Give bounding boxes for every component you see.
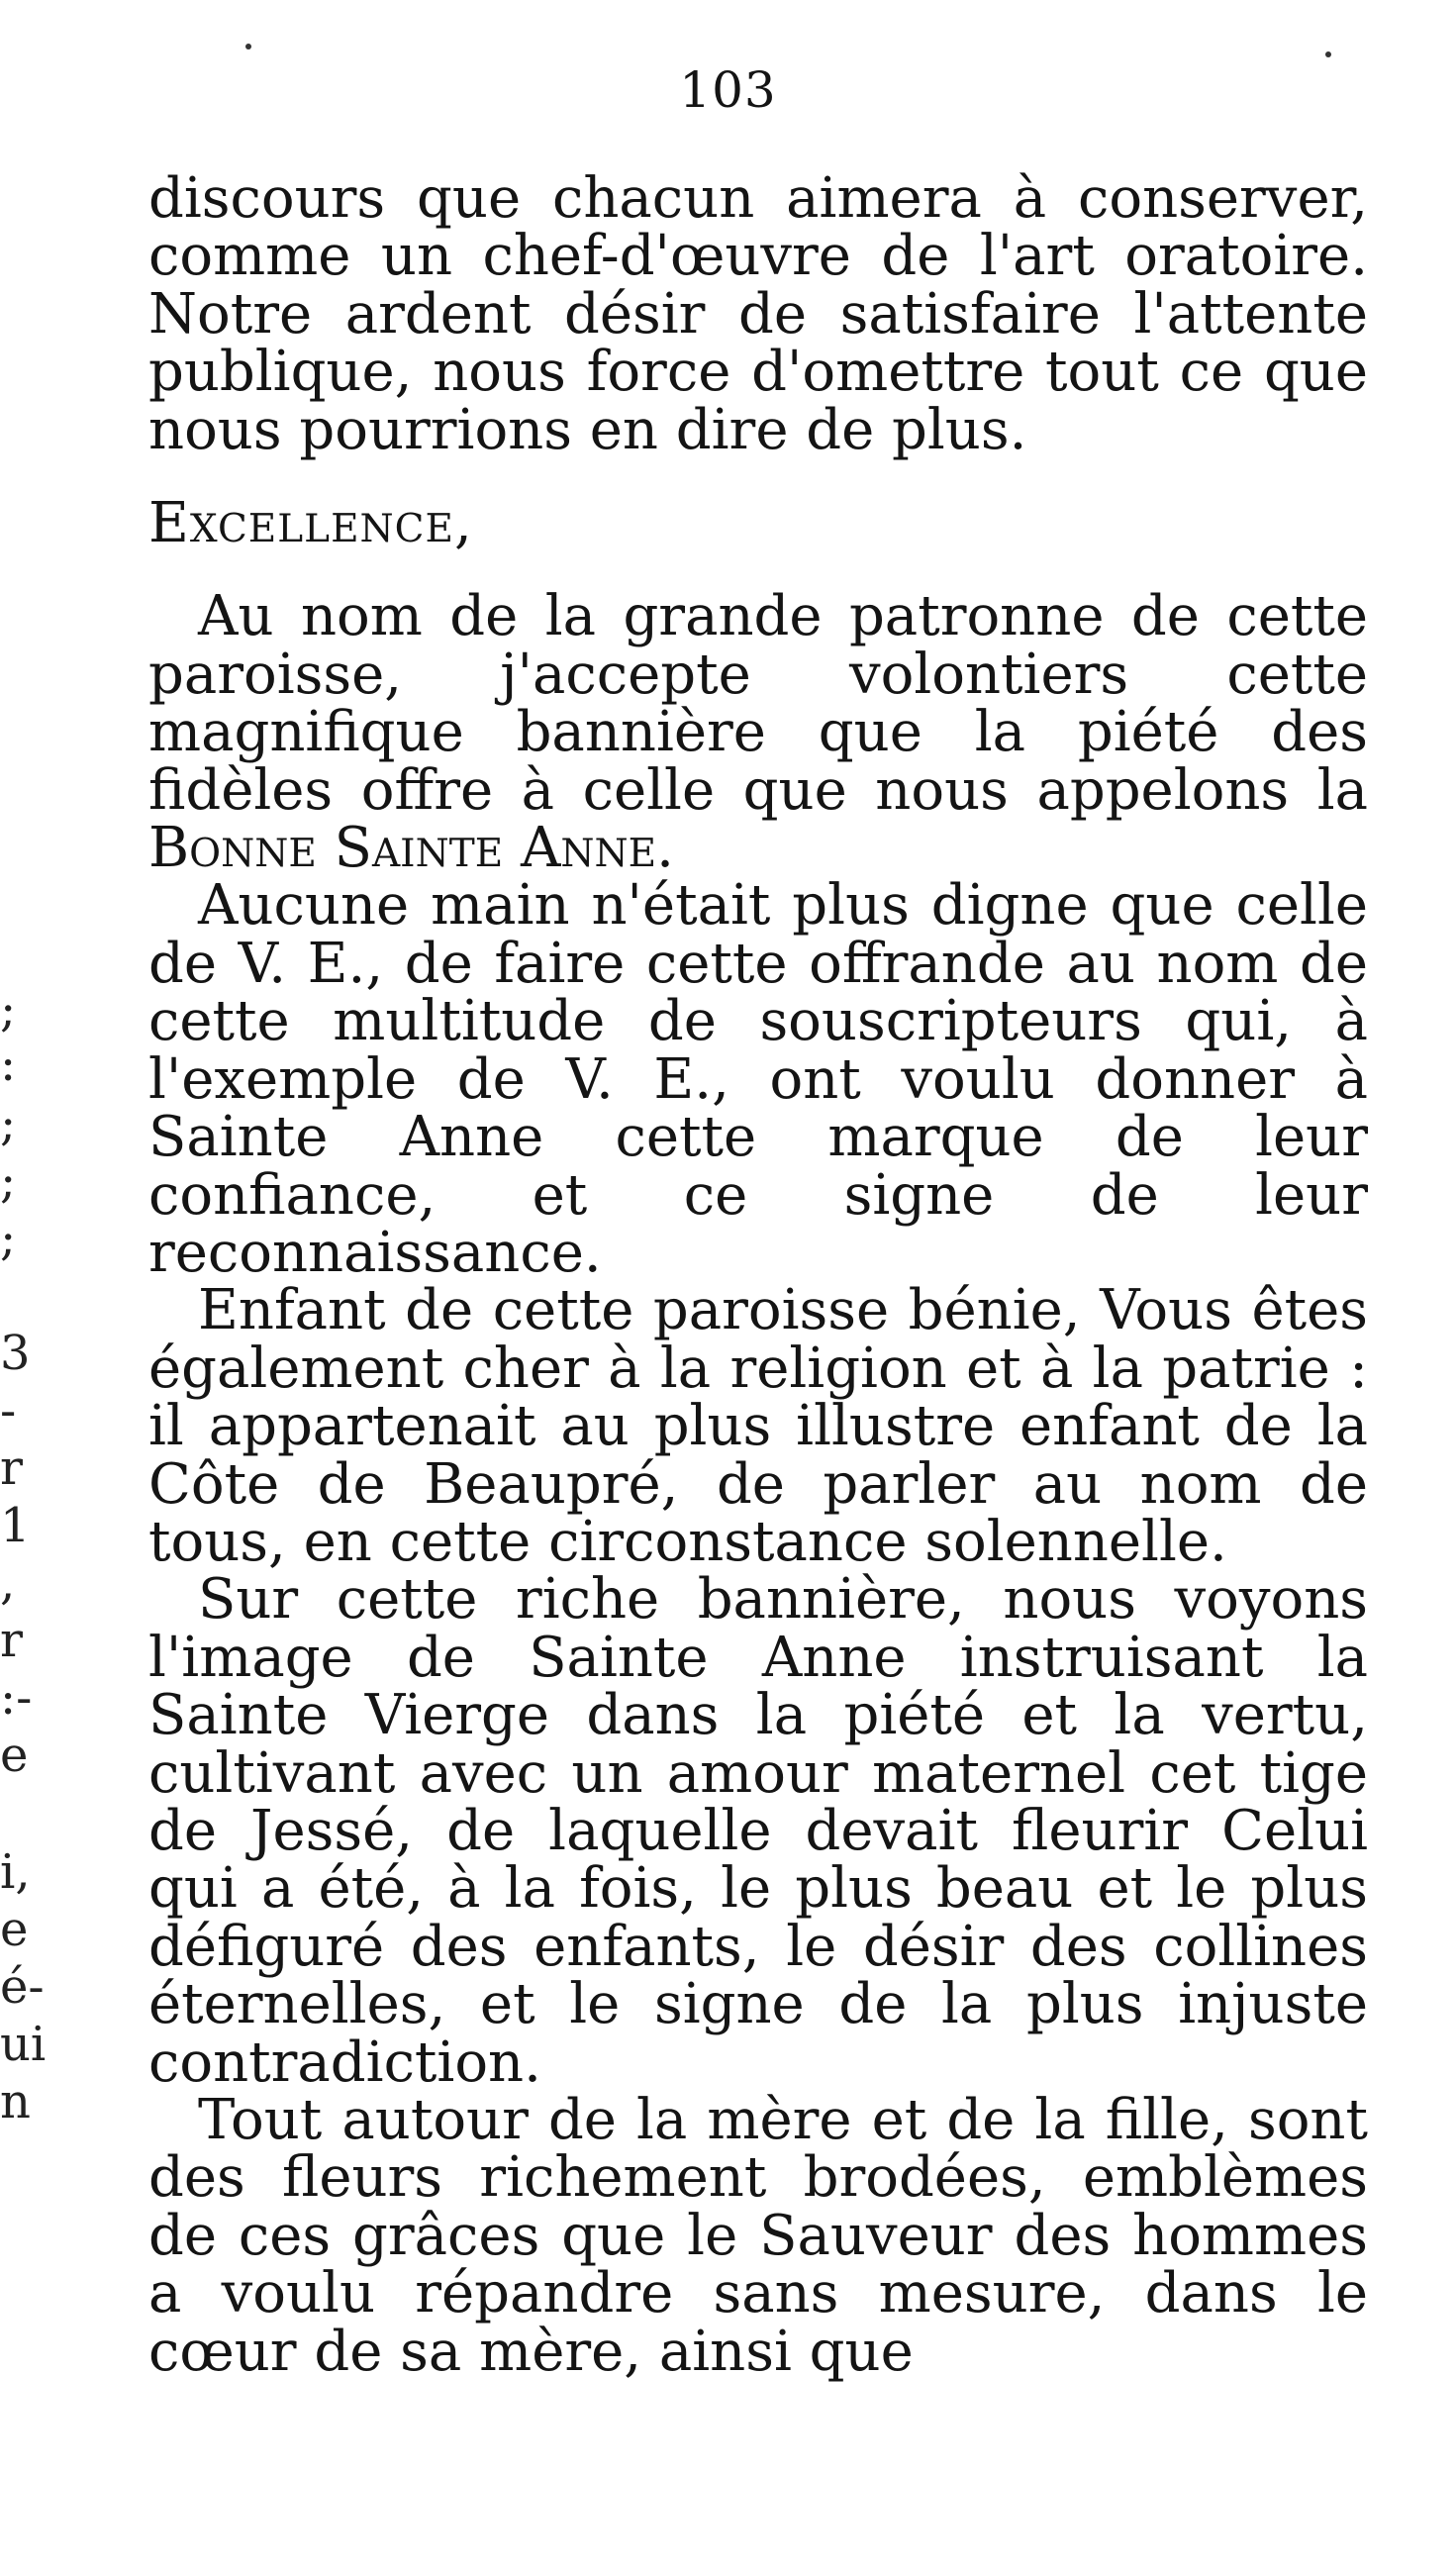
paragraph-text: Au nom de la grande patronne de cette paroisse, j'accepte volontiers cette magnifique bannière que la piété des fidèles offre à celle que nous appelons la	[148, 584, 1368, 823]
salutation: Excellence,	[148, 491, 473, 556]
margin-mark: i,	[0, 1844, 31, 1900]
margin-mark: r	[0, 1440, 23, 1496]
paragraph-parish-child: Enfant de cette paroisse bénie, Vous êtes également cher à la religion et à la patrie : il appartenait au plus illustre enfant de la Côte de Beaupré, de parler au nom de tous, en cette circonstance solennelle.	[148, 1278, 1368, 1574]
margin-mark: ;	[0, 1211, 17, 1266]
margin-mark: :-	[0, 1670, 33, 1726]
margin-mark: 1	[0, 1498, 31, 1553]
margin-mark: ,	[0, 1555, 16, 1611]
print-speck	[245, 44, 251, 49]
margin-mark: ;	[0, 982, 17, 1038]
paragraph-flowers: Tout autour de la mère et de la fille, sont des fleurs richement brodées, emblèmes de ces grâces que le Sauveur des hommes a voulu répandre sans mesure, dans le cœur de sa mère, ainsi que	[148, 2088, 1368, 2384]
margin-mark: :	[0, 1037, 17, 1092]
paragraph-text: .	[656, 816, 674, 881]
margin-mark: e	[0, 1728, 29, 1783]
paragraph-offering: Aucune main n'était plus digne que celle de V. E., de faire cette offrande au nom de cette multitude de souscripteurs qui, à l'exemple de V. E., ont voulu donner à Sainte Anne cette marque de leur confiance, et ce signe de leur reconnaissance.	[148, 873, 1368, 1285]
margin-mark: ;	[0, 1096, 17, 1151]
page-number: 103	[679, 61, 777, 119]
margin-mark: 3	[0, 1326, 31, 1381]
margin-mark: r	[0, 1613, 23, 1668]
paragraph-banner-image: Sur cette riche bannière, nous voyons l'image de Sainte Anne instruisant la Sainte Vierge dans la piété et la vertu, cultivant avec un amour maternel cet tige de Jessé, de laquelle devait fleurir Celui qui a été, à la fois, le plus beau et le plus défiguré des enfants, le désir des collines éternelles, et le signe de la plus injuste contradiction.	[148, 1567, 1368, 2095]
facing-page-bleed	[0, 0, 59, 2573]
margin-mark: e	[0, 1902, 29, 1957]
margin-mark: -	[0, 1383, 17, 1438]
page-text	[148, 166, 1368, 2384]
margin-mark: ui	[0, 2017, 47, 2072]
paragraph-continuation: discours que chacun aimera à conserver, comme un chef-d'œuvre de l'art oratoire. Notre ardent désir de satisfaire l'attente publique, nous force d'omettre tout ce que nous pourrions en dire de plus.	[148, 166, 1368, 462]
paragraph-banner-acceptance	[148, 584, 1368, 881]
margin-mark: é-	[0, 1959, 45, 2015]
saint-name: Bonne Sainte Anne	[148, 816, 657, 881]
margin-mark: ;	[0, 1153, 17, 1209]
margin-mark: n	[0, 2074, 31, 2129]
print-speck	[1325, 51, 1331, 57]
